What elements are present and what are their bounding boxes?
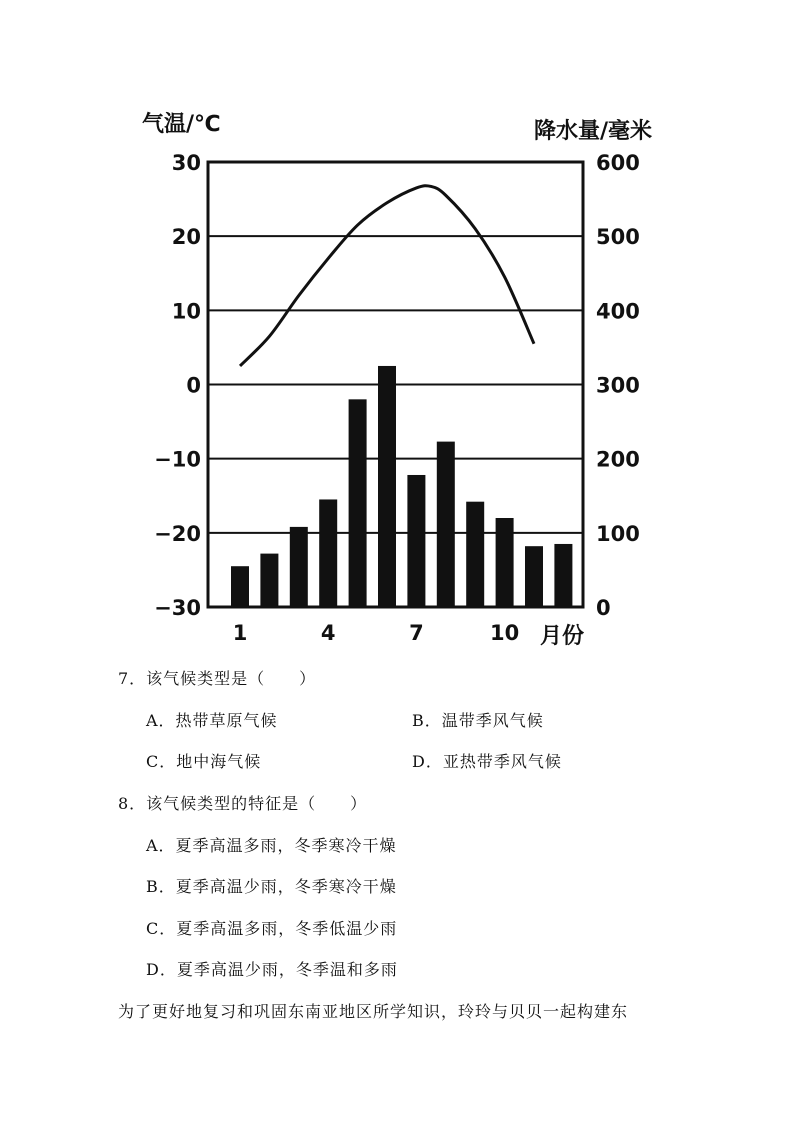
temperature-tick-label: 0 bbox=[186, 373, 201, 398]
precipitation-bar bbox=[437, 442, 455, 607]
paragraph-text: 为了更好地复习和巩固东南亚地区所学知识，玲玲与贝贝一起构建东 bbox=[118, 1002, 629, 1021]
question-8-option-b: B．夏季高温少雨，冬季寒冷干燥 bbox=[146, 877, 397, 896]
precipitation-bar bbox=[378, 366, 396, 607]
precipitation-bars bbox=[231, 366, 572, 607]
precipitation-bar bbox=[260, 554, 278, 607]
month-tick-label: 10 bbox=[489, 621, 520, 645]
temperature-tick-label: 30 bbox=[171, 151, 201, 175]
temperature-curve bbox=[240, 186, 534, 366]
temperature-ticks bbox=[154, 151, 201, 620]
temperature-tick-label: 20 bbox=[171, 225, 201, 250]
question-8-option-d: D．夏季高温少雨，冬季温和多雨 bbox=[146, 960, 398, 979]
precipitation-axis-title: 降水量/毫米 bbox=[534, 119, 653, 144]
precipitation-tick-label: 200 bbox=[596, 447, 640, 472]
temperature-tick-label: −20 bbox=[154, 521, 201, 546]
temperature-axis-title: 气温/℃ bbox=[142, 112, 221, 137]
month-tick-label: 7 bbox=[409, 621, 424, 645]
month-ticks bbox=[233, 621, 520, 645]
month-tick-label: 4 bbox=[320, 621, 336, 645]
precipitation-ticks bbox=[596, 151, 640, 620]
temperature-tick-label: −10 bbox=[154, 447, 201, 472]
precipitation-tick-label: 500 bbox=[596, 225, 640, 250]
precipitation-tick-label: 400 bbox=[596, 299, 640, 324]
question-8-option-a: A．夏季高温多雨，冬季寒冷干燥 bbox=[146, 836, 397, 855]
question-7-stem: 7．该气候类型是（ ） bbox=[118, 669, 317, 688]
question-7-option-b: B．温带季风气候 bbox=[412, 711, 544, 730]
precipitation-bar bbox=[525, 546, 543, 607]
precipitation-bar bbox=[231, 566, 249, 607]
precipitation-bar bbox=[554, 544, 572, 607]
precipitation-tick-label: 300 bbox=[596, 373, 640, 398]
precipitation-bar bbox=[496, 518, 514, 607]
question-8-option-c: C．夏季高温多雨，冬季低温少雨 bbox=[146, 919, 398, 938]
precipitation-bar bbox=[466, 502, 484, 607]
precipitation-bar bbox=[349, 399, 367, 607]
precipitation-tick-label: 0 bbox=[596, 596, 611, 620]
month-axis-title: 月份 bbox=[540, 624, 585, 649]
question-7-option-d: D．亚热带季风气候 bbox=[412, 752, 562, 771]
question-7-option-c: C．地中海气候 bbox=[146, 752, 262, 771]
precipitation-tick-label: 100 bbox=[596, 521, 640, 546]
question-8-stem: 8．该气候类型的特征是（ ） bbox=[118, 794, 368, 813]
question-7-option-a: A．热带草原气候 bbox=[146, 711, 278, 730]
precipitation-tick-label: 600 bbox=[596, 151, 640, 175]
precipitation-bar bbox=[290, 527, 308, 607]
month-tick-label: 1 bbox=[232, 621, 248, 645]
temperature-tick-label: 10 bbox=[171, 299, 201, 324]
precipitation-bar bbox=[319, 499, 337, 607]
temperature-tick-label: −30 bbox=[154, 596, 201, 620]
precipitation-bar bbox=[407, 475, 425, 607]
